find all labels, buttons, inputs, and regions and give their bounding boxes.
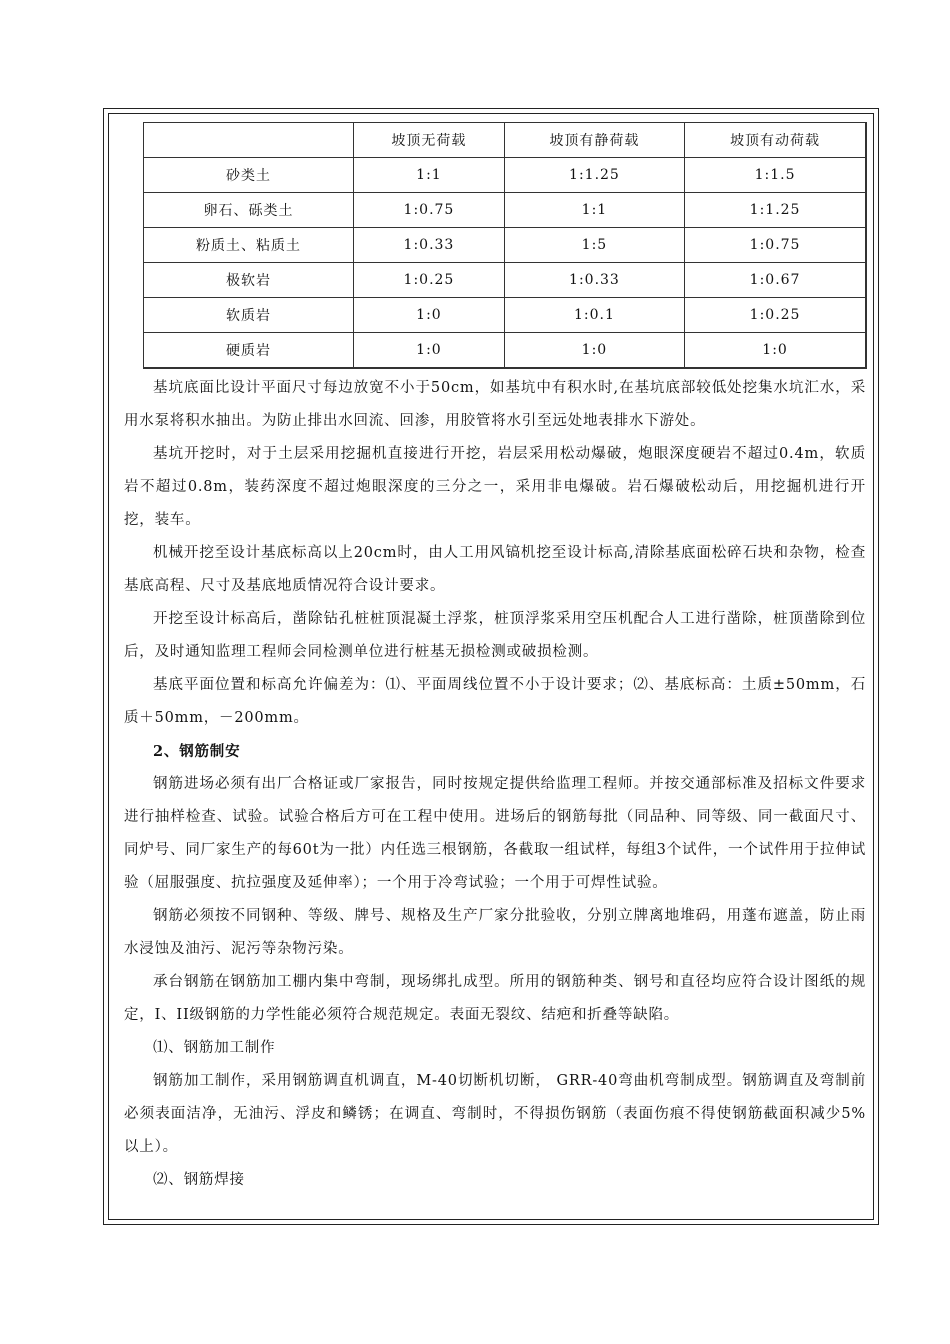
soil-type-cell: 砂类土 bbox=[144, 158, 354, 193]
table-header-cell bbox=[144, 123, 354, 158]
document-frame bbox=[103, 108, 879, 1225]
table-cell: 1:1.5 bbox=[685, 158, 866, 193]
document-inner-frame bbox=[108, 113, 874, 1220]
table-cell: 1:0.75 bbox=[685, 228, 866, 263]
table-cell: 1:0.33 bbox=[354, 228, 505, 263]
subsection-heading: ⑴、钢筋加工制作 bbox=[153, 1040, 276, 1056]
table-cell: 1:0.25 bbox=[354, 263, 505, 298]
paragraph: 机械开挖至设计基底标高以上20cm时，由人工用风镐机挖至设计标高,清除基底面松碎石块和杂物，检查基底高程、尺寸及基底地质情况符合设计要求。 bbox=[124, 545, 866, 594]
table-header-cell: 坡顶有静荷载 bbox=[504, 123, 684, 158]
paragraph: 基底平面位置和标高允许偏差为：⑴、平面周线位置不小于设计要求；⑵、基底标高：土质±50mm，石质＋50mm，－200mm。 bbox=[124, 677, 866, 726]
paragraph: 钢筋加工制作，采用钢筋调直机调直，M-40切断机切断， GRR-40弯曲机弯制成型。钢筋调直及弯制前必须表面洁净，无油污、浮皮和鳞锈；在调直、弯制时，不得损伤钢筋（表面伤痕不得使钢筋截面积减少5%以上）。 bbox=[124, 1073, 866, 1155]
soil-type-cell: 卵石、砾类土 bbox=[144, 193, 354, 228]
paragraph: 基坑底面比设计平面尺寸每边放宽不小于50cm，如基坑中有积水时,在基坑底部较低处挖集水坑汇水，采用水泵将积水抽出。为防止排出水回流、回渗，用胶管将水引至远处地表排水下游处。 bbox=[124, 380, 866, 429]
table-cell: 1:0.75 bbox=[354, 193, 505, 228]
table-row bbox=[144, 228, 867, 263]
table-cell: 1:0.67 bbox=[685, 263, 866, 298]
table-cell: 1:1.25 bbox=[685, 193, 866, 228]
paragraph: 钢筋必须按不同钢种、等级、牌号、规格及生产厂家分批验收，分别立牌离地堆码，用蓬布遮盖，防止雨水浸蚀及油污、泥污等杂物污染。 bbox=[124, 908, 866, 957]
table-cell: 1:0.33 bbox=[504, 263, 684, 298]
table-row bbox=[144, 158, 867, 193]
paragraph: 基坑开挖时，对于土层采用挖掘机直接进行开挖，岩层采用松动爆破，炮眼深度硬岩不超过0.4m，软质岩不超过0.8m，装药深度不超过炮眼深度的三分之一，采用非电爆破。岩石爆破松动后，用挖掘机进行开挖，装车。 bbox=[124, 446, 866, 528]
table-header-cell: 坡顶有动荷载 bbox=[685, 123, 866, 158]
soil-type-cell: 软质岩 bbox=[144, 298, 354, 333]
table-cell: 1:5 bbox=[504, 228, 684, 263]
paragraph: 承台钢筋在钢筋加工棚内集中弯制，现场绑扎成型。所用的钢筋种类、钢号和直径均应符合设计图纸的规定，I、II级钢筋的力学性能必须符合规范规定。表面无裂纹、结疤和折叠等缺陷。 bbox=[124, 974, 866, 1023]
table-header-row bbox=[144, 123, 867, 158]
slope-ratio-table bbox=[143, 122, 867, 369]
soil-type-cell: 硬质岩 bbox=[144, 333, 354, 369]
table-row bbox=[144, 333, 867, 369]
table-cell: 1:1.25 bbox=[504, 158, 684, 193]
table-header-cell: 坡顶无荷载 bbox=[354, 123, 505, 158]
table-cell: 1:1 bbox=[354, 158, 505, 193]
table-cell: 1:0 bbox=[504, 333, 684, 369]
table-row bbox=[144, 263, 867, 298]
table-cell: 1:0.25 bbox=[685, 298, 866, 333]
table-cell: 1:0 bbox=[685, 333, 866, 369]
table-row bbox=[144, 193, 867, 228]
table-row bbox=[144, 298, 867, 333]
table-cell: 1:1 bbox=[504, 193, 684, 228]
subsection-heading: ⑵、钢筋焊接 bbox=[153, 1172, 245, 1188]
body-text bbox=[124, 372, 866, 1197]
paragraph: 开挖至设计标高后，凿除钻孔桩桩顶混凝土浮浆，桩顶浮浆采用空压机配合人工进行凿除，桩顶凿除到位后，及时通知监理工程师会同检测单位进行桩基无损检测或破损检测。 bbox=[124, 611, 866, 660]
soil-type-cell: 粉质土、粘质土 bbox=[144, 228, 354, 263]
table-cell: 1:0 bbox=[354, 298, 505, 333]
table-cell: 1:0.1 bbox=[504, 298, 684, 333]
paragraph: 钢筋进场必须有出厂合格证或厂家报告，同时按规定提供给监理工程师。并按交通部标准及招标文件要求进行抽样检查、试验。试验合格后方可在工程中使用。进场后的钢筋每批（同品种、同等级、同一截面尺寸、同炉号、同厂家生产的每60t为一批）内任选三根钢筋，各截取一组试样，每组3个试件，一个试件用于拉伸试验（屈服强度、抗拉强度及延伸率）；一个用于冷弯试验；一个用于可焊性试验。 bbox=[124, 776, 866, 891]
table-cell: 1:0 bbox=[354, 333, 505, 369]
soil-type-cell: 极软岩 bbox=[144, 263, 354, 298]
section-heading: 2、钢筋制安 bbox=[153, 743, 241, 760]
